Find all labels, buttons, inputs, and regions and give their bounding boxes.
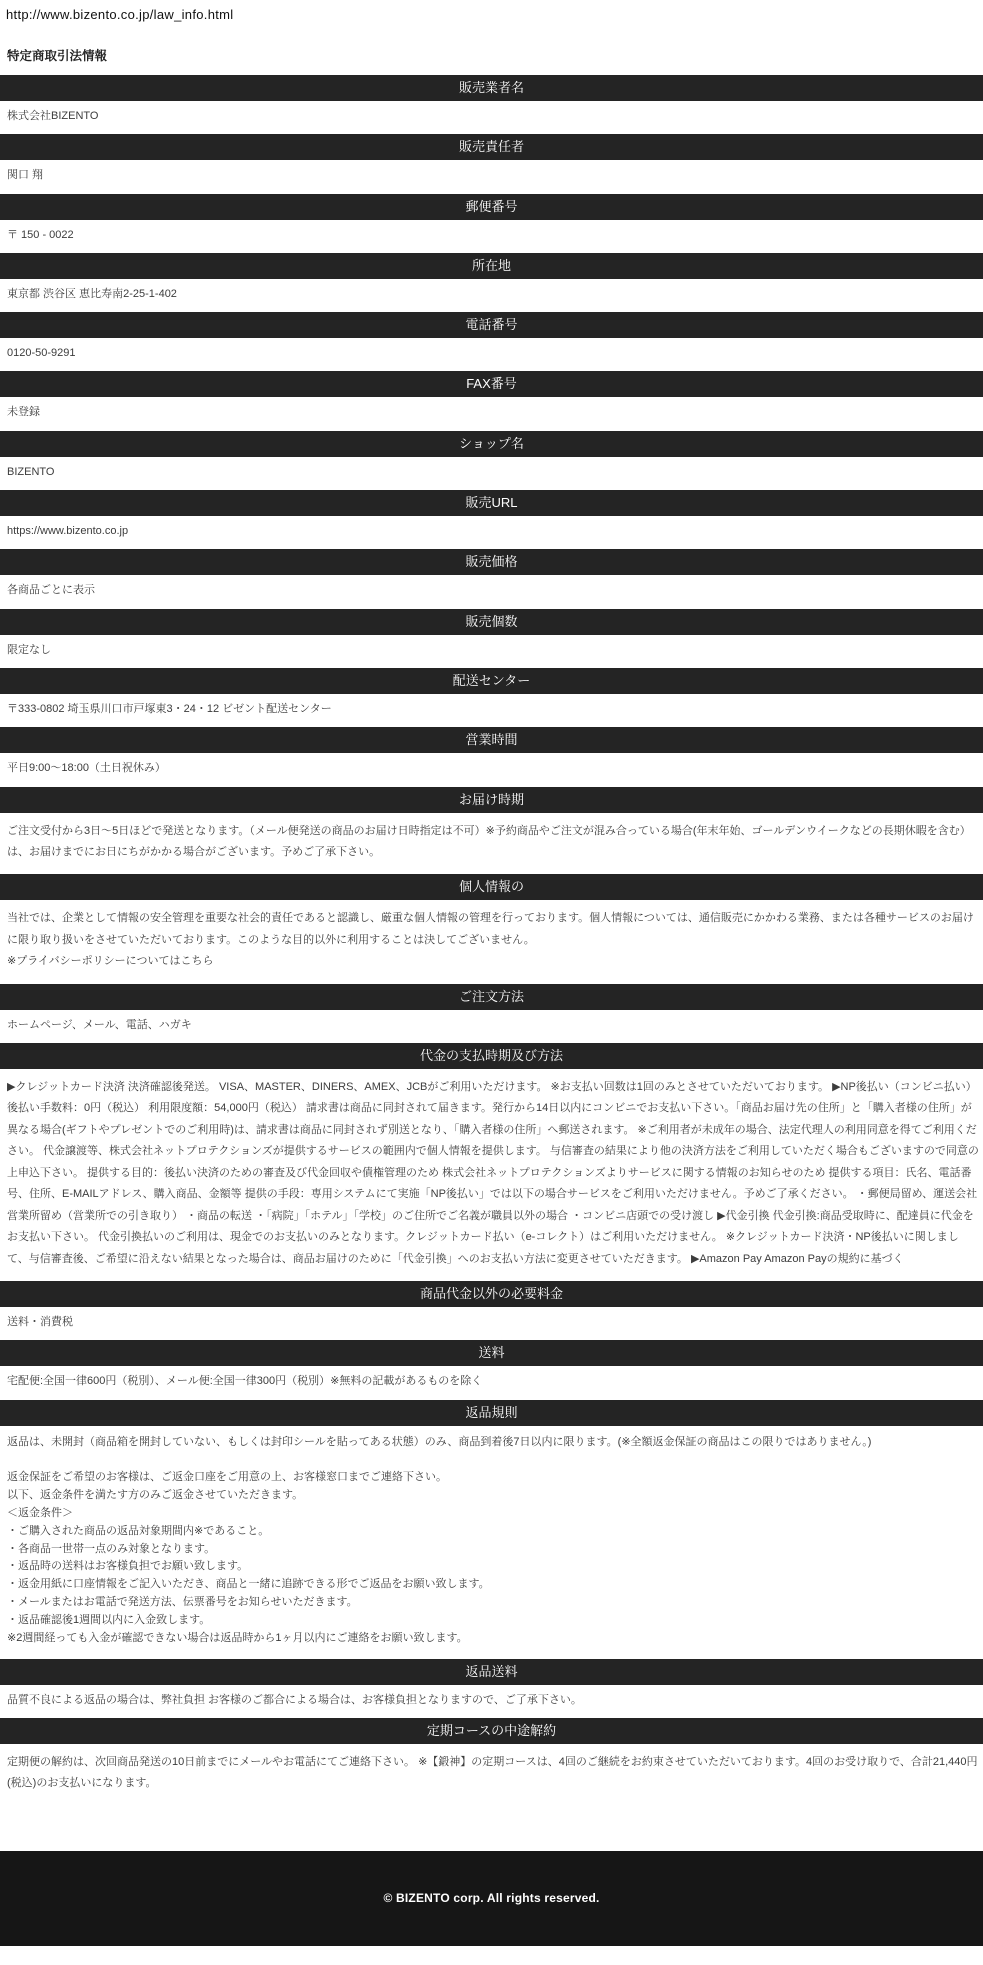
return-policy-line: ・返金用紙に口座情報をご記入いただき、商品と一緒に追跡できる形でご返品をお願い致します。 <box>7 1578 490 1591</box>
section-body-personal-info <box>7 908 979 972</box>
return-policy-line: ※2週間経っても入金が確認できない場合は返品時から1ヶ月以内にご連絡をお願い致します。 <box>7 1631 468 1644</box>
section-delivery-time <box>0 787 983 864</box>
section-body-phone-number: 0120-50-9291 <box>7 347 76 360</box>
section-body-delivery-time: ご注文受付から3日〜5日ほどで発送となります。（メール便発送の商品のお届け日時指定は不可）※予約商品やご注文が混み合っている場合(年末年始、ゴールデンウイークなどの長期休暇を含む）は、お届けまでにお日にちがかかる場合がございます。予めご了承下さい。 <box>7 824 971 858</box>
return-policy-line: 返金保証をご希望のお客様は、ご返金口座をご用意の上、お客様窓口までご連絡下さい。 <box>7 1471 447 1484</box>
section-heading-sales-url: 販売URL <box>0 490 983 516</box>
section-body-shop-name: BIZENTO <box>7 465 55 478</box>
page-url: http://www.bizento.co.jp/law_info.html <box>6 7 234 22</box>
section-heading-seller-name: 販売業者名 <box>0 75 983 101</box>
section-order-method <box>0 984 983 1032</box>
section-body-postal-code: 〒 150 - 0022 <box>7 228 74 241</box>
section-payment-method <box>0 1043 983 1270</box>
section-heading-personal-info: 個人情報の <box>0 874 983 900</box>
section-body-fax-number: 未登録 <box>7 406 40 419</box>
return-policy-line: ＜返金条件＞ <box>7 1507 73 1520</box>
section-heading-sales-quantity: 販売個数 <box>0 609 983 635</box>
section-sales-price <box>0 549 983 597</box>
section-heading-additional-fees: 商品代金以外の必要料金 <box>0 1281 983 1307</box>
section-return-policy <box>0 1400 983 1648</box>
section-shop-name <box>0 431 983 479</box>
section-body-sales-manager: 関口 翔 <box>7 169 44 182</box>
section-heading-payment-method: 代金の支払時期及び方法 <box>0 1043 983 1069</box>
section-heading-shipping-fee: 送料 <box>0 1340 983 1366</box>
return-policy-line: 以下、返金条件を満たす方のみご返金させていただきます。 <box>7 1489 304 1502</box>
section-personal-info <box>0 874 983 972</box>
return-policy-line: ・返品確認後1週間以内に入金致します。 <box>7 1613 211 1626</box>
section-fax-number <box>0 371 983 419</box>
return-policy-line: ・各商品一世帯一点のみ対象となります。 <box>7 1542 216 1555</box>
section-subscription-cancellation <box>0 1718 983 1795</box>
section-body-shipping-fee: 宅配便:全国一律600円（税別）、メール便:全国一律300円（税別）※無料の記載があるものを除く <box>7 1375 483 1388</box>
privacy-policy-note: ※プライバシーポリシーについてはこちら <box>7 955 214 968</box>
copyright-text: © BIZENTO corp. All rights reserved. <box>383 1891 600 1906</box>
section-body-payment-method: ▶クレジットカード決済 決済確認後発送。 VISA、MASTER、DINERS、AMEX、JCBがご利用いただけます。 ※お支払い回数は1回のみとさせていただいております。 ▶NP後払い（コンビニ払い） 後払い手数料：0円（税込） 利用限度額：54,000円（税込） 請求書は商品に同封されて届きます。発行から14日以内にコンビニでお支払い下さい。「商品お届け先の住所」と「購入者様の住所」が異なる場合(ギフトやプレゼントでのご利用時)は、請求書は商品に同封されず別送となり、「購入者様の住所」へ郵送されます。 ※ご利用者が未成年の場合、法定代理人の利用同意を得てご利用ください。 代金譲渡等、株式会社ネットプロテクションズが提供するサービスの範囲内で個人情報を提供します。 与信審査の結果により他の決済方法をご利用していただく場合もございますので同意の上申込下さい。 提供する目的：後払い決済のための審査及び代金回収や債権管理のため 株式会社ネットプロテクションズよりサービスに関する情報のお知らせのため 提供する項目：氏名、電話番号、住所、E-MAILアドレス、購入商品、金額等 提供の手段：専用システムにて実施「NP後払い」では以下の場合サービスをご利用いただけません。予めご了承ください。 ・郵便局留め、運送会社営業所留め（営業所での引き取り） ・商品の転送 ・「病院」「ホテル」「学校」のご住所でご名義が職員以外の場合 ・コンビニ店頭での受け渡し ▶代金引換 代金引換:商品受取時に、配達員に代金をお支払い下さい。 代金引換払いのご利用は、現金でのお支払いのみとなります。クレジットカード払い（e-コレクト）はご利用いただけません。 ※クレジットカード決済・NP後払いに関しまして、与信審査後、ご希望に沿えない結果となった場合は、商品お届けのために「代金引換」へのお支払い方法に変更させていただきます。 ▶Amazon Pay Amazon Payの規約に基づく <box>7 1081 979 1265</box>
section-body-return-shipping-fee: 品質不良による返品の場合は、弊社負担 お客様のご都合による場合は、お客様負担となりますので、ご了承下さい。 <box>7 1693 582 1706</box>
section-heading-delivery-time: お届け時期 <box>0 787 983 813</box>
section-heading-fax-number: FAX番号 <box>0 371 983 397</box>
section-body-business-hours: 平日9:00〜18:00（土日祝休み） <box>7 762 166 775</box>
section-heading-sales-price: 販売価格 <box>0 549 983 575</box>
section-body-sales-url: https://www.bizento.co.jp <box>7 525 129 538</box>
section-body-address: 東京都 渋谷区 恵比寿南2-25-1-402 <box>7 287 177 300</box>
section-body-seller-name: 株式会社BIZENTO <box>7 110 99 122</box>
personal-info-text: 当社では、企業として情報の安全管理を重要な社会的責任であると認識し、厳重な個人情報の管理を行っております。個人情報については、通信販売にかかわる業務、または各種サービスのお届けに限り取り扱いをさせていただいております。このような目的以外に利用することは決してございません。 <box>7 912 974 946</box>
section-phone-number <box>0 312 983 360</box>
section-sales-url <box>0 490 983 538</box>
section-heading-sales-manager: 販売責任者 <box>0 134 983 160</box>
section-heading-order-method: ご注文方法 <box>0 984 983 1010</box>
section-sales-manager <box>0 134 983 182</box>
section-heading-business-hours: 営業時間 <box>0 727 983 753</box>
page-footer <box>0 1851 983 1946</box>
section-shipping-center <box>0 668 983 716</box>
section-body-shipping-center: 〒333-0802 埼玉県川口市戸塚東3・24・12 ビゼント配送センター <box>7 702 332 715</box>
section-heading-postal-code: 郵便番号 <box>0 194 983 220</box>
page-title: 特定商取引法情報 <box>7 49 108 63</box>
section-heading-return-shipping-fee: 返品送料 <box>0 1659 983 1685</box>
section-postal-code <box>0 194 983 242</box>
return-policy-line: ・返品時の送料はお客様負担でお願い致します。 <box>7 1560 249 1573</box>
section-heading-return-policy: 返品規則 <box>0 1400 983 1426</box>
section-heading-address: 所在地 <box>0 253 983 279</box>
section-body-return-policy <box>7 1434 977 1648</box>
section-heading-shipping-center: 配送センター <box>0 668 983 694</box>
section-body-subscription-cancellation: 定期便の解約は、次回商品発送の10日前までにメールやお電話にてご連絡下さい。 ※【鍛神】の定期コースは、4回のご継続をお約束させていただいております。4回のお受け取りで、合計21,440円(税込)のお支払いになります。 <box>7 1755 978 1790</box>
section-sales-quantity <box>0 609 983 657</box>
section-body-sales-price: 各商品ごとに表示 <box>7 584 95 597</box>
section-shipping-fee <box>0 1340 983 1388</box>
section-additional-fees <box>0 1281 983 1329</box>
section-body-additional-fees: 送料・消費税 <box>7 1315 73 1328</box>
section-body-sales-quantity: 限定なし <box>7 643 51 656</box>
section-seller-name <box>0 75 983 123</box>
section-return-shipping-fee <box>0 1659 983 1707</box>
section-heading-phone-number: 電話番号 <box>0 312 983 338</box>
return-policy-line: ・ご購入された商品の返品対象期間内※であること。 <box>7 1524 270 1537</box>
section-body-order-method: ホームページ、メール、電話、ハガキ <box>7 1018 192 1031</box>
return-policy-line: ・メールまたはお電話で発送方法、伝票番号をお知らせいただきます。 <box>7 1596 358 1609</box>
section-heading-shop-name: ショップ名 <box>0 431 983 457</box>
section-heading-subscription-cancellation: 定期コースの中途解約 <box>0 1718 983 1744</box>
section-address <box>0 253 983 301</box>
section-business-hours <box>0 727 983 775</box>
return-policy-line: 返品は、未開封（商品箱を開封していない、もしくは封印シールを貼ってある状態）のみ、商品到着後7日以内に限ります。(※全額返金保証の商品はこの限りではありません。) <box>7 1435 872 1448</box>
